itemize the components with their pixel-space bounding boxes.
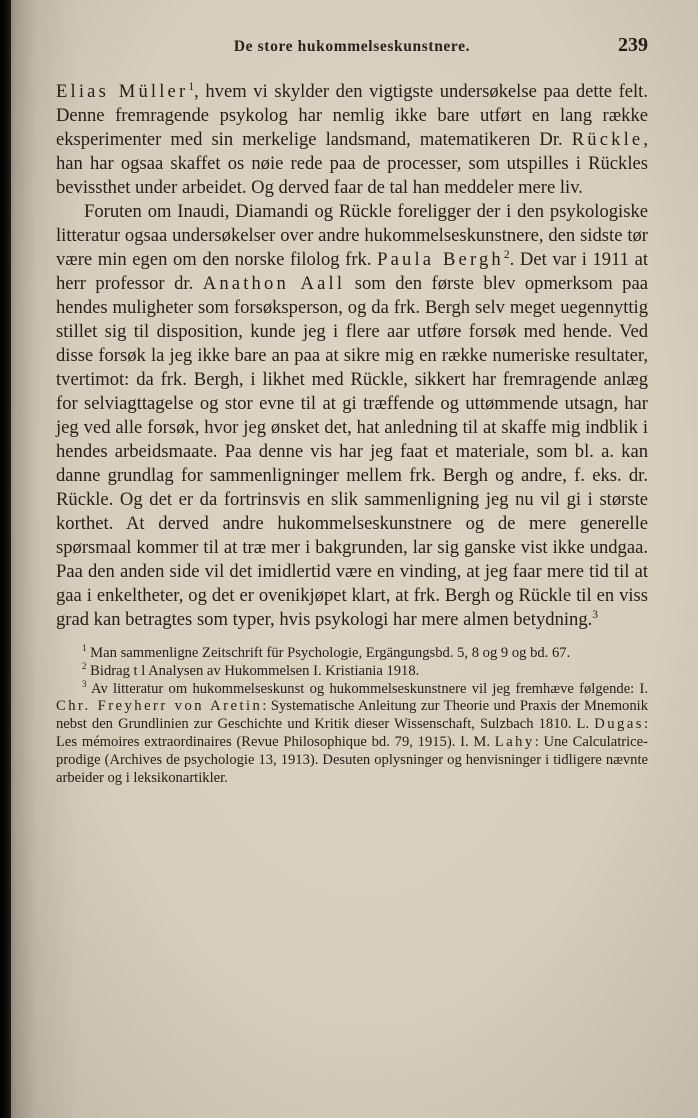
text-segment: , hvem vi skylder den vigtigste undersøkelse paa dette felt. Denne fremragende psykolog har nemlig ikke bare utført en lang række eksperimenter med sin merkelige landsmand, matematikeren Dr.: [56, 81, 648, 150]
text-segment: Man sammenligne Zeitschrift für Psychologie, Ergängungsbd. 5, 8 og 9 og bd. 67.: [86, 645, 571, 661]
text-segment: : Une Calculatrice-prodige (Archives de psychologie 13, 1913). Desuten oplysninger og henvisninger i tidligere nævnte arbeider og i leksikonartikler.: [56, 733, 648, 786]
text-segment: : Les mémoires extraordinaires (Revue Philosophique bd. 79, 1915). I. M.: [56, 716, 648, 750]
footnote-marker: 1: [82, 643, 87, 654]
page-header: [56, 34, 648, 62]
footnote-marker: 1: [188, 80, 195, 93]
text-segment: Bidrag t l Analysen av Hukommelsen I. Kristiania 1918.: [86, 662, 420, 679]
footnote-marker: 3: [82, 678, 87, 689]
spaced-name: Paula Bergh: [377, 249, 504, 270]
spaced-name: Rückle: [571, 129, 644, 150]
spaced-name: Elias Müller: [56, 81, 189, 102]
footnote-marker: 2: [82, 660, 87, 671]
footnote-marker: 2: [503, 248, 510, 261]
binding-shadow: [0, 0, 11, 1118]
text-segment: som den første blev opmerksom paa hendes muligheter som forsøksperson, og da frk. Bergh selv meget uegennyttig stillet sig til disposition, kunde jeg i flere aar utføre forsøk med hende. Ved disse forsøk la jeg ikke bare an paa at sikre mig en række numeriske resultater, tvertimot: da frk. Bergh, i likhet med Rückle, sikkert har fremragende anlæg for selviagttagelse og stor evne til at gi træffende og uttømmende utsagn, har jeg ved alle forsøk, hvor jeg ønsket det, hat anledning til at skaffe mig indblik i hendes arbeidsmaate. Paa denne vis har jeg faat et materiale, som bl. a. kan danne grundlag for sammenligninger mellem frk. Bergh og andre, f. eks. dr. Rückle. Og det er da fortrinsvis en slik sammenligning jeg nu vil gi i største korthet. At derved andre hukommelseskunstnere og de mere generelle spørsmaal kommer til at træ mer i bakgrunden, lar sig ganske vist ikke undgaa. Paa den anden side vil det imidlertid være en vinding, at jeg faar mere tid til at gaa i enkeltheter, og det er ovenikjøpet klart, at frk. Bergh og Rückle til en viss grad kan betragtes som typer, hvis psykologi har mere almen betydning.: [56, 273, 648, 630]
text-segment: . Det var i 1911 at herr professor dr.: [56, 249, 648, 294]
footnotes: [56, 645, 648, 787]
paragraph: [56, 80, 648, 200]
spaced-name: Chr. Freyherr von Aretin: [56, 698, 263, 715]
spaced-name: Lahy: [494, 733, 535, 750]
spaced-name: Anathon Aall: [202, 273, 346, 294]
paragraph: [56, 200, 648, 632]
page-number: 239: [618, 34, 648, 56]
text-segment: Foruten om Inaudi, Diamandi og Rückle foreligger der i den psykologiske litteratur ogsaa undersøkelser over andre hukommelseskunstnere, den sidste tør være min egen om den norske filolog frk.: [56, 201, 648, 270]
text-segment: Av litteratur om hukommelseskunst og hukommelseskunstnere vil jeg fremhæve følgende: I.: [86, 680, 648, 697]
text-segment: , han har ogsaa skaffet os nøie rede paa de processer, som utspilles i Rückles bevissthet under arbeidet. Og derved faar de tal han meddeler mere liv.: [56, 129, 648, 198]
footnote: [56, 645, 648, 663]
footnote-marker: 3: [592, 608, 599, 621]
text-segment: : Systematische Anleitung zur Theorie und Praxis der Mnemonik nebst den Grundlinien zur Geschichte und Kritik dieser Wissenschaft, Sulzbach 1810. L.: [56, 698, 648, 733]
footnote: [56, 678, 648, 788]
page-content: [56, 0, 648, 1118]
spaced-name: Dugas: [594, 716, 644, 733]
running-title: De store hukommelseskunstnere.: [233, 38, 471, 55]
body-text: [56, 80, 648, 632]
footnote: [56, 660, 648, 681]
